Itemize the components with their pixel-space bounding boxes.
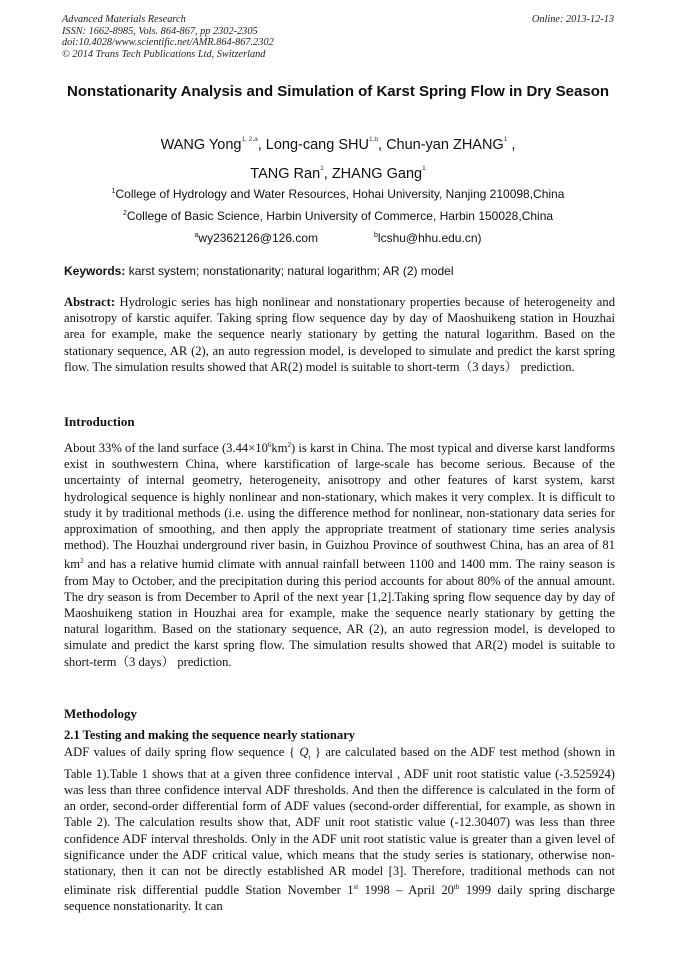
introduction-paragraph [64,437,615,670]
affiliation-number: 2 [122,210,127,217]
methodology-paragraph [64,744,615,915]
method-text: 1999 daily spring discharge sequence nonstationarity. It can [64,883,616,914]
email-sup: b [374,232,378,239]
author-separator: , [257,137,262,153]
methodology-heading: Methodology [64,706,137,721]
author-line-1 [62,131,614,154]
variable-q: Q [299,745,309,759]
author-sup: 1 [422,165,426,172]
intro-text: ) is karst in China. The most typical and diverse karst landforms exist in southwestern China, where karstification of large-scale has become serious. Because of the uncertainty of internal geometry, heterogeneity, anisotropy and other features of karst system, karst hydrological sequence is highly nonlinear and non-stationary, which makes it very complex. It is difficult to study it by traditional methods (i.e. using the difference method for nonlinear, non-stationary data series for approximation of smoothing, and then apply the appropriate treatment of stationary time series analysis method). The Houzhai underground river basin, in Guizhou Province of southwest China, has an area of 81 km [64,441,615,572]
abstract-text: Hydrologic series has high nonlinear and nonstationary properties because of heterogeneity and anisotropy of karstic aquifer. Taking spring flow sequence day by day of Maoshuikeng station in Houzhai area for example, make the sequence nearly stationary by getting the natural logarithm. Based on the stationary sequence, AR (2), an auto regression model, is developed to simulate and predict the karst spring flow. The simulation results showed that AR(2) model is suitable to short-term（3 days） prediction. [64,295,615,374]
introduction-heading: Introduction [64,414,135,429]
author-line-2 [62,160,614,183]
method-superscript: st [353,883,359,892]
affiliation-1 [62,184,614,202]
intro-superscript: 6 [267,441,272,449]
method-text: 1998 – April 20 [358,883,454,898]
author-sup: 1 [503,136,508,143]
intro-text: km [271,441,288,455]
copyright-line: © 2014 Trans Tech Publications Ltd, Switzerland [62,48,266,60]
author-separator: , [507,137,516,153]
email-b [374,228,481,246]
author-name: TANG Ran [250,166,321,182]
intro-superscript: 2 [287,441,291,449]
author-sup: 1 [320,165,324,172]
journal-name: Advanced Materials Research [62,14,186,25]
email-a [195,228,319,246]
variable-subscript: t [308,753,311,762]
intro-text: About 33% of the land surface (3.44×10 [64,441,268,455]
email-text: lcshu@hhu.edu.cn) [377,231,482,245]
affiliation-2 [62,206,614,224]
author-name: WANG Yong [160,137,242,153]
method-text: } are calculated based on the ADF test method (shown in Table 1).Table 1 shows that at a given three confidence interval , ADF unit root statistic value (-3.525924) was less than three confidence interval ADF thresholds. And then the difference is calculated in the form of an order, second-order differential form of ADF values (second-order differential, for example, as shown in Table 2). The calculation results show that, ADF unit root statistic value (-12.30407) was less than three confidence ADF interval thresholds. Only in the ADF unit root statistic value is greater than a given level of significance under the ADF critical value, which means that the study series is stationary, otherwise non-stationary, then it can not be directly established AR model [3]. Therefore, traditional methods can not eliminate risk differential puddle Station November 1 [64,745,616,898]
email-text: wy2362126@126.com [198,231,318,245]
method-superscript: th [453,883,460,892]
abstract [64,294,615,375]
keywords-text: karst system; nonstationarity; natural logarithm; AR (2) model [128,264,454,278]
abstract-label: Abstract: [64,295,116,309]
intro-text: and has a relative humid climate with annual rainfall between 1100 and 1400 mm. The rainy season is from May to October, and the precipitation during this period accounts for about 80% of the annual amount. The dry season is from December to April of the next year [1,2].Taking spring flow sequence day by day of Maoshuikeng station in Houzhai area for example, make the sequence nearly stationary by getting the natural logarithm. Based on the stationary sequence, AR (2), an auto regression model, is developed to simulate and predict the karst spring flow. The simulation results showed that AR(2) model is suitable to short-term（3 days） prediction. [64,557,615,669]
affiliation-text: College of Hydrology and Water Resources, Hohai University, Nanjing 210098,China [115,187,565,201]
keywords-label: Keywords: [64,264,126,278]
affiliation-text: College of Basic Science, Harbin University of Commerce, Harbin 150028,China [126,209,554,223]
keywords [64,264,616,279]
author-sup: 1,b [368,136,378,143]
intro-superscript: 2 [80,557,84,566]
author-sup: 1, 2,a [241,136,258,143]
author-separator: , [323,166,328,182]
email-sup: a [194,232,199,239]
author-name: Chun-yan ZHANG [386,137,504,153]
author-name: Long-cang SHU [265,137,369,153]
online-date: Online: 2013-12-13 [531,14,614,25]
issn-line: ISSN: 1662-8985, Vols. 864-867, pp 2302-2305 [62,25,258,37]
affiliation-number: 1 [111,188,116,195]
section-2-1-heading: 2.1 Testing and making the sequence nearly stationary [64,728,356,742]
doi-line: doi:10.4028/www.scientific.net/AMR.864-867.2302 [62,37,274,49]
method-text: ADF values of daily spring flow sequence { [64,745,295,759]
author-name: ZHANG Gang [331,166,423,182]
paper-title: Nonstationarity Analysis and Simulation of Karst Spring Flow in Dry Season [66,83,610,100]
journal-info [62,14,274,60]
email-line [62,228,614,246]
author-separator: , [378,137,383,153]
